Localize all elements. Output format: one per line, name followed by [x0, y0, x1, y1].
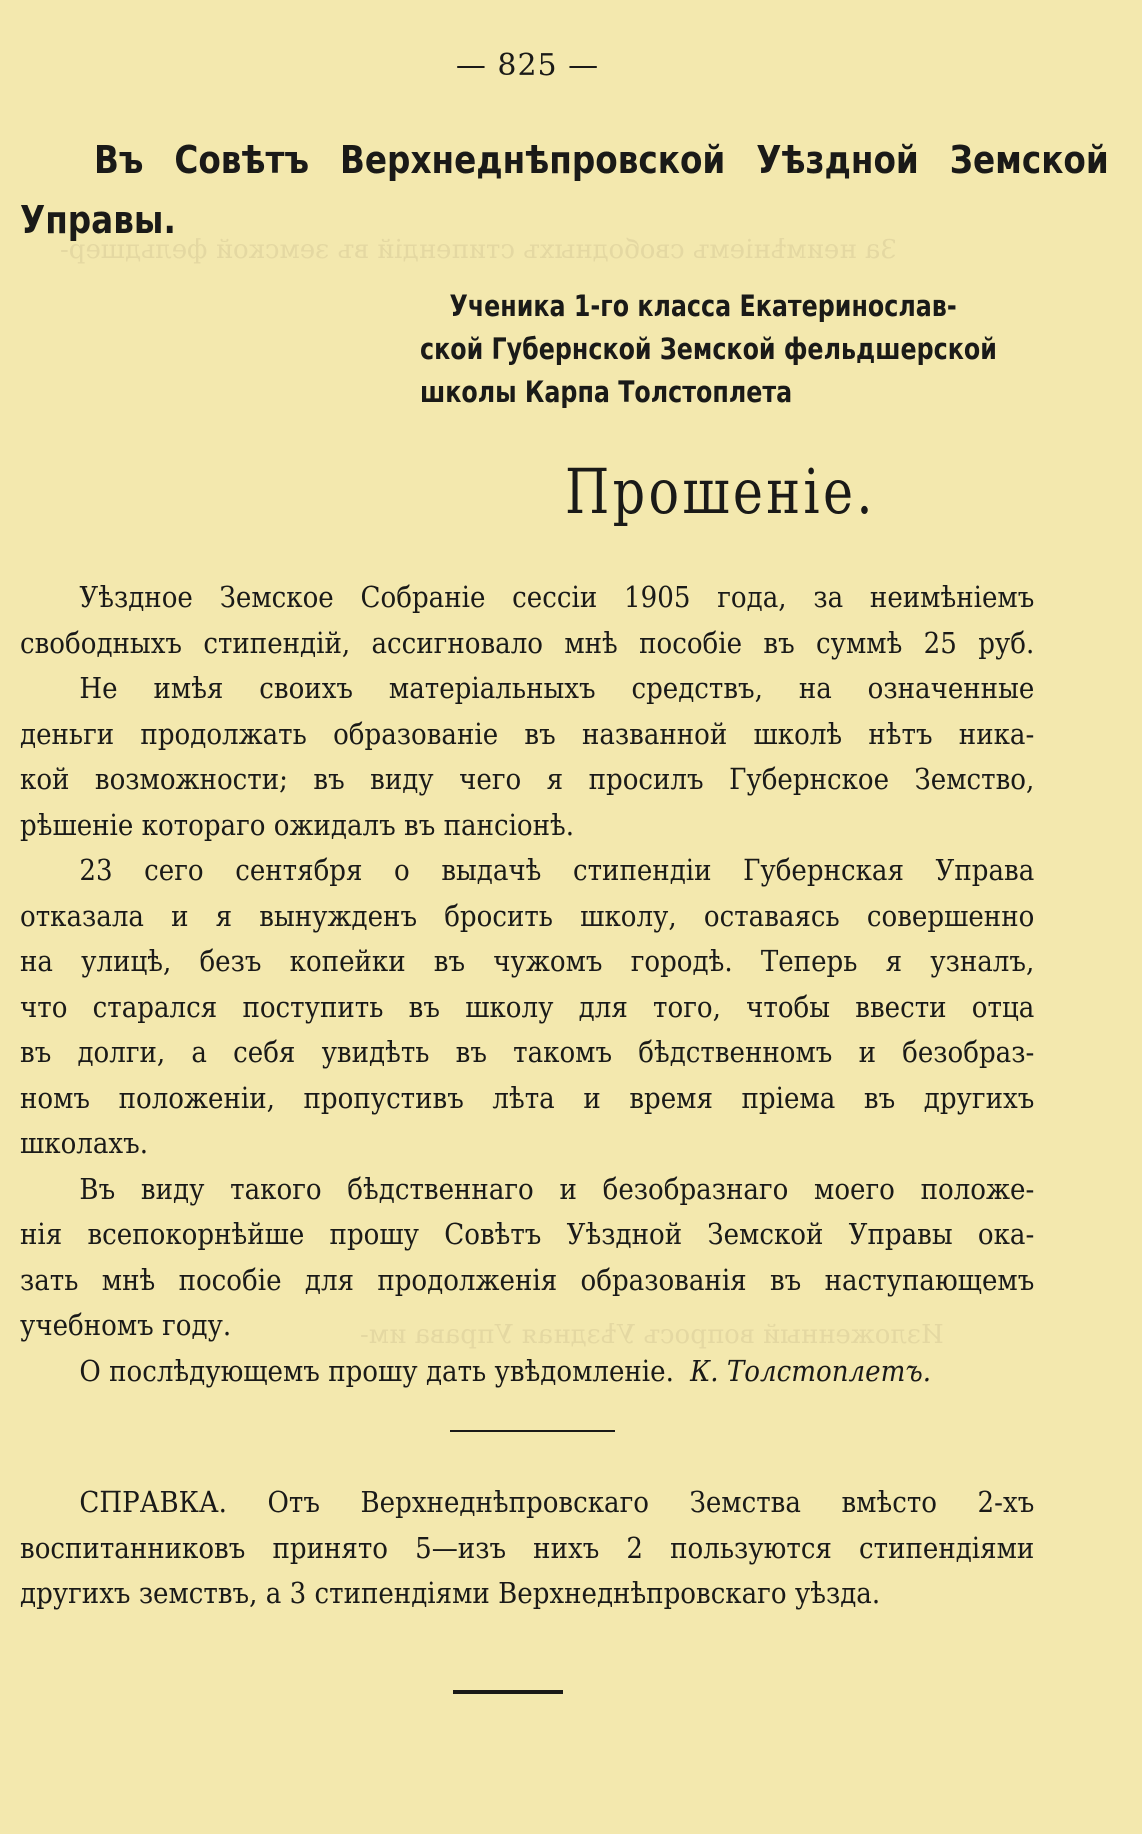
body-line: 23 сего сентября о выдачѣ стипендіи Губернская Управа	[79, 853, 1035, 887]
body-line: школахъ.	[20, 1126, 149, 1160]
end-divider	[453, 1690, 563, 1694]
body-line: учебномъ году.	[20, 1308, 232, 1342]
body-line: отказала и я вынужденъ бросить школу, оставаясь совершенно	[20, 898, 1035, 933]
body-line: рѣшеніе котораго ожидалъ въ пансіонѣ.	[20, 807, 575, 842]
body-line: свободныхъ стипендій, ассигновало мнѣ пособіе въ суммѣ 25 руб.	[20, 625, 1035, 660]
document-page	[20, 0, 1109, 1834]
addressee-line: Въ Совѣтъ Верхнеднѣпровской Уѣздной Земской	[93, 138, 1109, 182]
sender-line: ской Губернской Земской фельдшерской	[420, 332, 997, 366]
show-through-text: Изложенный вопросъ Уѣздная Управа им-	[360, 1320, 944, 1350]
body-line: на улицѣ, безъ копейки въ чужомъ городѣ. Теперь я узналъ,	[20, 944, 1035, 978]
sender-block	[420, 285, 1010, 414]
petition-body	[20, 575, 1035, 1394]
body-line: Въ виду такого бѣдственнаго и безобразнаго моего положе-	[79, 1171, 1035, 1206]
body-line: номъ положеніи, пропустивъ лѣта и время пріема въ другихъ	[20, 1080, 1035, 1115]
body-line: что старался поступить въ школу для того, чтобы ввести отца	[20, 989, 1035, 1024]
reference-line: СПРАВКА. Отъ Верхнеднѣпровскаго Земства вмѣсто 2-хъ	[79, 1485, 1035, 1519]
document-title: Прошеніе.	[565, 455, 876, 528]
body-line: Уѣздное Земское Собраніе сессіи 1905 года, за неимѣніемъ	[79, 580, 1035, 614]
reference-note	[20, 1480, 1035, 1617]
sender-line: школы Карпа Толстоплета	[420, 375, 793, 409]
body-line: въ долги, а себя увидѣть въ такомъ бѣдственномъ и безобраз-	[20, 1035, 1035, 1069]
reference-line: другихъ земствъ, а 3 стипендіями Верхнеднѣпровскаго уѣзда.	[20, 1576, 881, 1610]
body-line: нія всепокорнѣйше прошу Совѣтъ Уѣздной Земской Управы ока-	[20, 1217, 1035, 1251]
sender-line: Ученика 1-го класса Екатеринослав-	[449, 289, 957, 323]
reference-line: воспитанниковъ принято 5—изъ нихъ 2 пользуются стипендіями	[20, 1530, 1035, 1565]
section-divider	[450, 1430, 615, 1432]
body-line: Не имѣя своихъ матеріальныхъ средствъ, на означенные	[79, 671, 1035, 705]
body-line: деньги продолжать образованіе въ названной школѣ нѣтъ ника-	[20, 716, 1035, 751]
page-number: — 825 —	[455, 48, 600, 83]
closing-line	[20, 1349, 1034, 1395]
show-through-text: За неимѣніемъ свободныхъ стипендій въ земской фельдшер-	[60, 235, 897, 265]
signature: К. Толстоплетъ.	[690, 1353, 932, 1388]
addressee-line: Управы.	[20, 198, 176, 242]
closing-text: О послѣдующемъ прошу дать увѣдомленіе.	[79, 1353, 674, 1388]
body-line: зать мнѣ пособіе для продолженія образованія въ наступающемъ	[20, 1262, 1035, 1297]
body-line: кой возможности; въ виду чего я просилъ Губернское Земство,	[20, 762, 1035, 796]
